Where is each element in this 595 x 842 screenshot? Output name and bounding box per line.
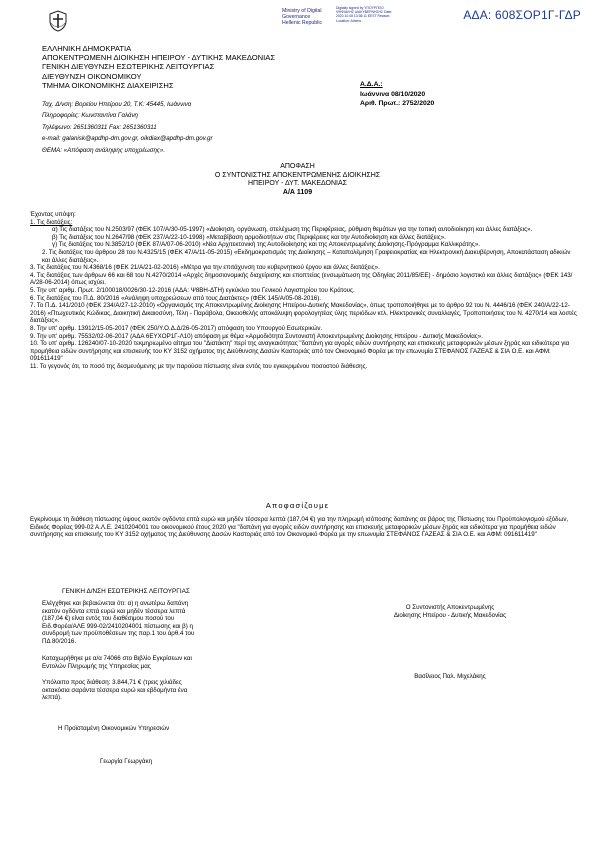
coordinator-name: Βασίλειος Παλ. Μιχελάκης bbox=[414, 673, 486, 680]
document-date: Ιωάννινα 08/10/2020 bbox=[360, 90, 426, 98]
contact-details: Ταχ. Δ/νση: Βορείου Ηπείρου 20, Τ.Κ: 45445, Ιωάννινα Πληροφορίες: Κωνσταντίνα Γαλάνη Τηλέφωνο: 2651360311 Fax: 2651360311 e-mail: galanisk@apdhp-dm.gov.gr, oikdiax@apdhp-dm.gov.gr ΘΕΜΑ: «Απόφαση ανάληψης υποχρέωσης». bbox=[42, 99, 213, 156]
ada-code: ΑΔΑ: 608ΣΟΡ1Γ-ΓΔΡ bbox=[463, 8, 581, 22]
left-block-text1: Ελέγχθηκε και βεβαιώνεται ότι: α) η ανωτέρω δαπάνη εκατόν ογδόντα επτά ευρώ και μηδέν τέσσερα λεπτά (187,04 €) είναι εντός του διαθέσιμου ποσού του Ειδ.Φορέα/ΑΛΕ 999-02/2410204001 πίστωσης και β) η συνδρομή των προϋποθέσεων της παρ.1 του άρθ.4 του ΠΔ 80/2016. bbox=[42, 600, 195, 645]
left-block-heading: ΓΕΝΙΚΗ Δ/ΝΣΗ ΕΣΩΤΕΡΙΚΗΣ ΛΕΙΤΟΥΡΓΙΑΣ bbox=[62, 588, 190, 595]
ministry-label: Ministry of Digital Governance Hellenic Republic bbox=[282, 8, 323, 26]
signer-name: Γεωργία Γεωργάκη bbox=[100, 758, 153, 765]
hellenic-emblem-icon bbox=[48, 10, 68, 32]
digital-signature-box: Digitally signed by ΥΠΟΥΡΓΕΙΟ ΨΗΦΙΑΚΗΣ ΔΙΑΚΥΒΕΡΝΗΣΗΣ Date: 2020.10.08 13:36:11 EEST Reason: Location: Athens bbox=[336, 6, 393, 23]
issuer-header: ΕΛΛΗΝΙΚΗ ΔΗΜΟΚΡΑΤΙΑ ΑΠΟΚΕΝΤΡΩΜΕΝΗ ΔΙΟΙΚΗΣΗ ΗΠΕΙΡΟΥ - ΔΥΤΙΚΗΣ ΜΑΚΕΔΟΝΙΑΣ ΓΕΝΙΚΗ ΔΙΕΥΘΥΝΣΗ ΕΣΩΤΕΡΙΚΗΣ ΛΕΙΤΟΥΡΓΙΑΣ ΔΙΕΥΘΥΝΣΗ ΟΙΚΟΝΟΜΙΚΟΥ ΤΜΗΜΑ ΟΙΚΟΝΟΜΙΚΗΣ ΔΙΑΧΕΙΡΙΣΗΣ bbox=[42, 44, 276, 90]
decision-text: Εγκρίνουμε τη διάθεση πίστωσης ύψους εκατόν ογδόντα επτά ευρώ και μηδέν τέσσερα λεπτά (187,04 €) για την πληρωμή ισόποσης δαπάνης σε βάρος της Πίστωσης του Προϋπολογισμού εξόδων, Ειδικός Φορέας 999-02 Α.Λ.Ε. 2410204001 του οικονομικού έτους 2020 για "δαπάνη για αγορές ειδών συντήρησης και επισκευής μεταφορικών μέσων ξηράς και ειδικότερα για προμήθεια ειδών συντήρησης και επισκευής του ΚΥ 3152 οχήματος της Διεύθυνσης Δασών Καστοριάς από τον Οικονομικό Φορέα με την επωνυμία ΣΤΕΦΑΝΟΣ ΓΑΖΕΑΣ & ΣΙΑ Ο.Ε. και ΑΦΜ: 091611419" bbox=[30, 516, 569, 539]
protocol-number: Αριθ. Πρωτ.: 2752/2020 bbox=[360, 100, 435, 108]
left-block-text3: Υπόλοιπο προς διάθεση: 3.844,71 € (τρεις χιλιάδες οκτακόσια σαράντα τέσσερα ευρώ και εβδομήντα ένα λεπτά). bbox=[42, 679, 188, 702]
subject-line: ΘΕΜΑ: «Απόφαση ανάληψης υποχρέωσης». bbox=[42, 146, 166, 154]
ada-label: Α.Δ.Α.: bbox=[360, 81, 383, 88]
protocol-block bbox=[360, 80, 434, 109]
left-block-text2: Καταχωρήθηκε με α/α 74066 στο Βιβλίο Εγκρίσεων και Εντολών Πληρωμής της Υπηρεσίας μας bbox=[42, 655, 192, 670]
considerations: Έχοντας υπόψη: 1. Τις διατάξεις: α) Τις διατάξεις του Ν.2503/97 (ΦΕΚ 107/Α/30-05-1997) «Διοίκηση, οργάνωση, στελέχωση της Περιφέρειας, ρύθμιση θεμάτων για την τοπική αυτοδιοίκηση και άλλες διατάξεις». β) Τις διατάξεις του Ν.2647/98 (ΦΕΚ 237/Α/22-10-1998) «Μεταβίβαση αρμοδιοτήτων στις Περιφέρειες και την Αυτοδιοίκηση και άλλες διατάξεις». γ) Τις διατάξεις του Ν.3852/10 (ΦΕΚ 87/Α/07-06-2010) «Νέα Αρχιτεκτονική της Αυτοδιοίκησης και της Αποκεντρωμένης Διοίκησης-Πρόγραμμα Καλλικράτης». 2. Τις διατάξεις του άρθρου 28 του Ν.4325/15 (ΦΕΚ 47/Α/11-05-2015) «Εκδημοκρατισμός της Διοίκησης – Καταπολέμηση Γραφειοκρατίας και Ηλεκτρονική Διακυβέρνηση, Αποκατάσταση αδικιών και άλλες διατάξεις». 3. Τις διατάξεις του Ν.4368/16 (ΦΕΚ 21/Α/21-02-2016) «Μέτρα για την επιτάχυνση του κυβερνητικού έργου και άλλες διατάξεις». 4. Τις διατάξεις των άρθρων 66 και 68 του Ν.4270/2014 «Αρχές δημοσιονομικής διαχείρισης και εποπτείας (ενσωμάτωση της Οδηγίας 2011/85/ΕΕ) - δημόσιο λογιστικό και άλλες διατάξεις» (ΦΕΚ 143/Α/28-06-2014) όπως ισχύει. 5. Την υπ' αριθμ. Πρωτ. 2/100018/0026/30-12-2016 (ΑΔΑ: Ψ8ΒΗ-ΔΤΗ) εγκύκλιο του Γενικού Λογιστηρίου του Κράτους. 6. Τις διατάξεις του Π.Δ. 80/2016 «Ανάληψη υποχρεώσεων από τους Διατάκτες» (ΦΕΚ 145/Α/05-08-2016). 7. Το Π.Δ. 141/2010 (ΦΕΚ 234/Α/27-12-2010) «Οργανισμός της Αποκεντρωμένης Διοίκησης Ηπείρου-Δυτικής Μακεδονίας», όπως τροποποιήθηκε με το άρθρο 92 του Ν. 4446/16 (ΦΕΚ 240/Α/22-12-2016) «Πτωχευτικός Κώδικας, Διοικητική Δικαιοσύνη, Τέλη - Παράβολα, Οικειοθελής αποκάλυψη φορολογητέας ύλης περιόδων κτλ, Ηλεκτρονικές συναλλαγές, Τροποποιήσεις του Ν. 4270/14 και λοιπές διατάξεις». 8. Την υπ' αριθμ. 13912/15-05-2017 (ΦΕΚ 250/Υ.Ο.Δ.Δ/26-05-2017) απόφαση του Υπουργού Εσωτερικών. 9. Την υπ' αριθμ. 75532/02-06-2017 (ΑΔΑ 6ΕΥΧΟΡ1Γ-Λ10) απόφαση με θέμα «Αρμοδιότητα Συντονιστή Αποκεντρωμένης Διοίκησης Ηπείρου - Δυτικής Μακεδονίας». 10. Το υπ' αριθμ. 126240/07-10-2020 τεκμηριωμένο αίτημα του "Διατάκτη" περί της αναγκαιότητας "δαπάνη για αγορές ειδών συντήρησης και επισκευής μεταφορικών μέσων ξηράς και ειδικότερα για προμήθεια ειδών συντήρησης και επισκευής του ΚΥ 3152 οχήματος της Διεύθυνσης Δασών Καστοριάς από τον Οικονομικό Φορέα με την επωνυμία ΣΤΕΦΑΝΟΣ ΓΑΖΕΑΣ & ΣΙΑ Ο.Ε. και ΑΦΜ: 091611419" 11. Το γεγονός ότι, το ποσό της δεσμευόμενης με την παρούσα πίστωσης είναι εντός του εγκεκριμένου ποσοστού διάθεσης. bbox=[30, 211, 577, 370]
signer-title: Η Προϊσταμένη Οικονομικών Υπηρεσιών bbox=[58, 725, 170, 732]
document-title: ΑΠΟΦΑΣΗ Ο ΣΥΝΤΟΝΙΣΤΗΣ ΑΠΟΚΕΝΤΡΩΜΕΝΗΣ ΔΙΟΙΚΗΣΗΣ ΗΠΕΙΡΟΥ - ΔΥΤ. ΜΑΚΕΔΟΝΙΑΣ Α/Α 1109 bbox=[214, 163, 381, 196]
email-link[interactable]: e-mail: galanisk@apdhp-dm.gov.gr, oikdiax@apdhp-dm.gov.gr bbox=[42, 135, 213, 143]
coordinator-title: Ο Συντονιστής Αποκεντρωμένης Διοίκησης Ηπείρου - Δυτικής Μακεδονίας bbox=[393, 604, 507, 619]
decision-heading: Αποφασίζουμε bbox=[265, 501, 330, 510]
